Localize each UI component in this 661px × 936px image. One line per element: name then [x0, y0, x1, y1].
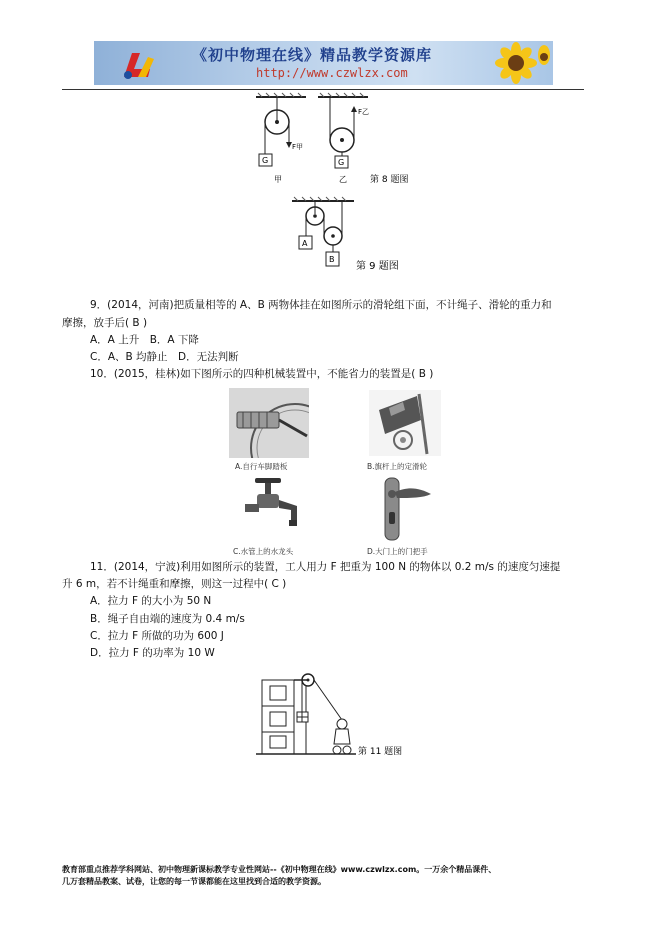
figure-q11-caption: 第 11 题图	[358, 747, 403, 757]
q10-stem: 10．(2015，桂林)如下图所示的四种机械装置中，不能省力的装置是( B )	[90, 368, 434, 380]
q11-option-c: C．拉力 F 所做的功为 600 J	[90, 630, 224, 642]
figure-q8-caption: 第 8 题图	[370, 175, 409, 185]
figure-q10	[229, 388, 447, 558]
sunflower-icon	[486, 41, 553, 85]
q10-caption-b: B.旗杆上的定滑轮	[367, 462, 428, 471]
q9-stem-line1: 9．(2014，河南)把质量相等的 A、B 两物体挂在如图所示的滑轮组下面，不计绳子、滑轮的重力和	[90, 299, 552, 311]
figure-q9-caption: 第 9 题图	[356, 261, 399, 272]
q10-caption-c: C.水管上的水龙头	[233, 547, 294, 556]
header-rule	[62, 89, 584, 90]
banner-title: 《初中物理在线》精品教学资源库	[192, 46, 433, 64]
block-a-label: A	[302, 239, 308, 248]
header-banner	[94, 41, 553, 85]
figure-q8	[250, 92, 420, 188]
figure-label-yi: 乙	[339, 175, 347, 184]
weight-label-jia: G	[262, 156, 269, 165]
q11-option-b: B．绳子自由端的速度为 0.4 m/s	[90, 613, 245, 625]
worker-figure	[337, 719, 347, 729]
site-logo-icon	[118, 47, 158, 81]
faucet-photo	[235, 476, 307, 542]
q9-options-ab: A．A 上升 B．A 下降	[90, 334, 199, 346]
q11-option-a: A．拉力 F 的大小为 50 N	[90, 595, 212, 607]
q11-stem-line2: 升 6 m，若不计绳重和摩擦，则这一过程中( C )	[62, 578, 287, 590]
force-label-yi: F乙	[358, 108, 370, 116]
flagpole-pulley-photo	[369, 390, 441, 456]
q10-caption-a: A.自行车脚踏板	[235, 462, 288, 471]
q9-stem-line2: 摩擦，放手后( B )	[62, 317, 148, 329]
figure-q9	[288, 196, 428, 272]
figure-q11	[256, 668, 426, 760]
q10-caption-d: D.大门上的门把手	[367, 547, 428, 556]
weight-label-yi: G	[338, 158, 345, 167]
bicycle-pedal-photo	[229, 388, 309, 458]
figure-label-jia: 甲	[274, 175, 282, 184]
q11-stem-line1: 11．(2014，宁波)利用如图所示的装置，工人用力 F 把重为 100 N 的物体以 0.2 m/s 的速度匀速提	[90, 561, 561, 573]
footer-line1: 教育部重点推荐学科网站、初中物理新课标教学专业性网站--《初中物理在线》www.czwlzx.com。一万余个精品课件、	[62, 865, 497, 874]
force-label-jia: F甲	[292, 143, 304, 151]
door-handle-photo	[375, 476, 435, 542]
block-b-label: B	[329, 255, 335, 264]
footer-line2: 几万套精品教案、试卷，让您的每一节课都能在这里找到合适的教学资源。	[62, 877, 326, 886]
banner-url: http://www.czwlzx.com	[256, 66, 408, 80]
q11-option-d: D．拉力 F 的功率为 10 W	[90, 647, 215, 659]
q9-options-cd: C．A、B 均静止 D．无法判断	[90, 351, 239, 363]
